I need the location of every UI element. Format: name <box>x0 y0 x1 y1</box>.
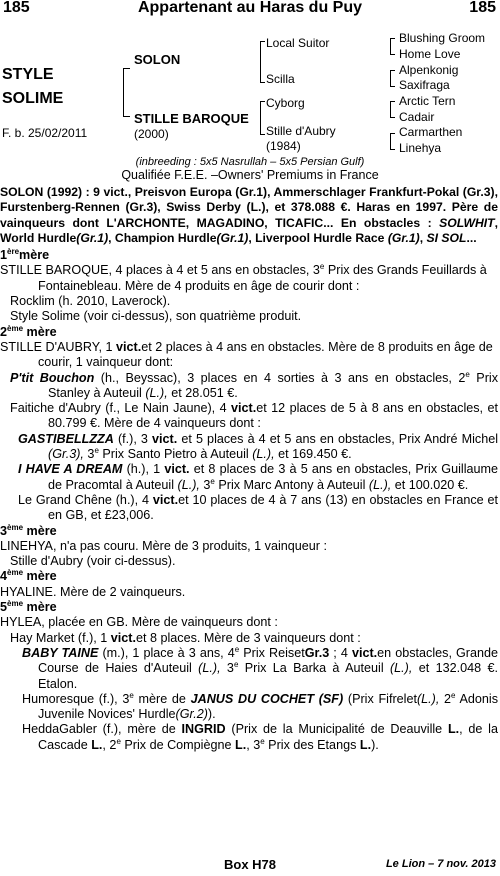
ggs-8: Linehya <box>399 141 442 155</box>
produce-faitiche: Faitiche d'Aubry (f., Le Nain Jaune), 4 vict.et 12 places de 5 à 8 ans en obstacles, et 80.799 €. Mère de 4 vainqueurs dont : <box>10 401 498 431</box>
section-dam-5: 5ème mère <box>0 598 57 615</box>
produce-humoresque: Humoresque (f.), 3e mère de JANUS DU COCHET (SF) (Prix Fifrelet(L.), 2e Adonis Juvenile Novices' Hurdle(Gr.2)). <box>22 690 498 722</box>
produce-stille-daubry: Stille d'Aubry (voir ci-dessus). <box>10 554 176 569</box>
grandsire-2: Cyborg <box>266 96 305 110</box>
dam-5-record: HYLEA, placée en GB. Mère de vainqueurs dont : <box>0 615 278 630</box>
horse-name-line2: SOLIME <box>2 90 64 107</box>
produce-gastibellzza: GASTIBELLZZA (f.), 3 vict. et 5 places à 4 et 5 ans en obstacles, Prix André Michel (Gr.3), 3e Prix Santo Pietro à Auteuil (L.), et 169.450 €. <box>18 431 499 462</box>
granddam-1: Scilla <box>266 72 295 86</box>
produce-le-grand-chene: Le Grand Chêne (h.), 4 vict.et 10 places de 4 à 7 ans (13) en obstacles en France et en GB, et £23,006. <box>18 492 498 523</box>
inbreeding: (inbreeding : 5x5 Nasrullah – 5x5 Persian Gulf) <box>135 156 365 168</box>
section-dam-1: 1èremère <box>0 247 50 263</box>
section-dam-3: 3ème mère <box>0 522 57 538</box>
ggs-5: Arctic Tern <box>399 94 456 108</box>
sire-record: SOLON (1992) : 9 vict., Preisvon Europa (Gr.1), Ammerschlager Frankfurt-Pokal (Gr.3), Furstenberg-Rennen (Gr.3), Swiss Derby (L.), et 378.088 €. Haras en 1997. Père de vainqueurs dont L'ARCHONTE, MAGADINO, TICAFIC... En obstacles : SOLWHIT, World Hurdle(Gr.1), Champion Hurdle(Gr.1), Liverpool Hurdle Race (Gr.1), SI SOL... <box>0 185 498 245</box>
grandsire-1: Local Suitor <box>266 36 330 50</box>
produce-style-solime: Style Solime (voir ci-dessus), son quatrième produit. <box>10 309 302 324</box>
ggs-1: Blushing Groom <box>399 31 486 45</box>
dam-1-record: STILLE BAROQUE, 4 places à 4 et 5 ans en obstacles, 3e Prix des Grands Feuillards à Fontainebleau. Mère de 4 produits en âge de courir dont : <box>0 262 487 293</box>
ggs-6: Cadair <box>399 110 435 124</box>
ggs-7: Carmarthen <box>399 125 463 139</box>
horse-name-line1: STYLE <box>2 66 54 83</box>
section-dam-2: 2ème mère <box>0 323 57 339</box>
granddam-2-year: (1984) <box>266 139 301 153</box>
produce-hay-market: Hay Market (f.), 1 vict.et 8 places. Mère de 3 vainqueurs dont : <box>10 630 361 645</box>
page-title: Appartenant au Haras du Puy <box>137 0 363 16</box>
dam-year: (2000) <box>134 127 169 141</box>
produce-i-have-a-dream: I HAVE A DREAM (h.), 1 vict. et 8 places de 3 à 5 ans en obstacles, Prix Guillaume de Pracomtal à Auteuil (L.), 3e Prix Marc Antony à Auteuil (L.), et 100.020 €. <box>18 462 498 492</box>
sire-name: SOLON <box>134 52 181 67</box>
produce-baby-taine: BABY TAINE (m.), 1 place à 3 ans, 4e Prix ReisetGr.3 ; 4 vict.en obstacles, Grande Course de Haies d'Auteuil (L.), 3e Prix La Barka à Auteuil (L.), et 132.048 €. Etalon. <box>22 644 499 691</box>
ggs-2: Home Love <box>399 47 461 61</box>
produce-heddagabler: HeddaGabler (f.), mère de INGRID (Prix de la Municipalité de Deauville L., de la Cascade L., 2e Prix de Compiègne L., 3e Prix des Etangs L.). <box>22 722 498 752</box>
produce-ptit-bouchon: P'tit Bouchon (h., Beyssac), 3 places en 4 sorties à 3 ans en obstacles, 2e Prix Stanley à Auteuil (L.), et 28.051 €. <box>10 369 498 400</box>
page-number-left: 185 <box>3 0 30 16</box>
page-number-right: 185 <box>469 0 496 16</box>
dam-4-record: HYALINE. Mère de 2 vainqueurs. <box>0 584 186 599</box>
dam-2-record: STILLE D'AUBRY, 1 vict.et 2 places à 4 ans en obstacles. Mère de 8 produits en âge de courir, 1 vainqueur dont: <box>0 339 493 370</box>
section-dam-4: 4ème mère <box>0 568 57 584</box>
granddam-2: Stille d'Aubry <box>266 124 336 138</box>
dam-3-record: LINEHYA, n'a pas couru. Mère de 3 produits, 1 vainqueur : <box>0 538 327 553</box>
source-date: Le Lion – 7 nov. 2013 <box>385 858 496 870</box>
ggs-3: Alpenkonig <box>399 63 459 77</box>
birth-info: F. b. 25/02/2011 <box>2 126 88 140</box>
page-header <box>0 0 500 18</box>
produce-rocklim: Rocklim (h. 2010, Laverock). <box>10 294 171 309</box>
box-number: Box H78 <box>223 857 277 872</box>
ggs-4: Saxifraga <box>399 78 450 92</box>
content <box>0 185 498 753</box>
qualified: Qualifiée F.E.E. –Owners' Premiums in France <box>121 168 379 182</box>
dam-name: STILLE BAROQUE <box>134 111 249 126</box>
